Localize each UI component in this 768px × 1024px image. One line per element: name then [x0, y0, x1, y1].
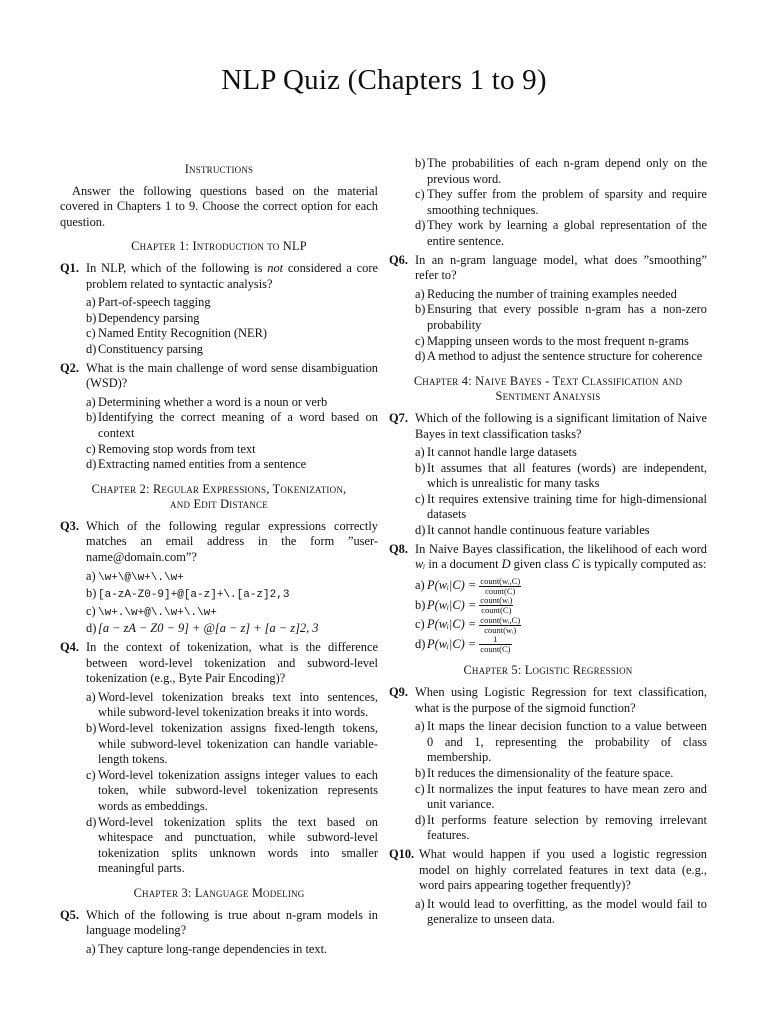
option-text: It maps the linear decision function to a value between 0 and 1, representing the probability of class membership.	[427, 719, 707, 765]
fraction-numerator: count(wᵢ,C)	[480, 575, 521, 586]
option-text: Identifying the correct meaning of a word based on context	[98, 410, 378, 440]
option-letter: d)	[86, 457, 97, 472]
option-text: Word-level tokenization splits the text based on whitespace and punctuation, while subword-level tokenization splits unknown words into smaller meaningful parts.	[98, 814, 378, 876]
option-item	[415, 461, 707, 492]
fraction-numerator: count(wᵢ,C)	[480, 614, 521, 625]
fraction	[479, 596, 513, 615]
option-letter: b)	[86, 410, 97, 425]
question-number: Q1.	[60, 260, 79, 275]
fraction	[479, 616, 521, 635]
option-letter: d)	[86, 814, 97, 829]
option-text: Mapping unseen words to the most frequent n-grams	[427, 333, 689, 348]
option-text: The probabilities of each n-gram depend only on the previous word.	[427, 156, 707, 186]
option-letter: c)	[86, 441, 96, 456]
question-number: Q4.	[60, 640, 79, 655]
option-item	[415, 445, 707, 461]
right-column	[389, 153, 707, 931]
option-item	[415, 813, 707, 844]
option-text: It reduces the dimensionality of the feature space.	[427, 766, 674, 781]
option-item	[86, 621, 378, 637]
option-text: A method to adjust the sentence structure for coherence	[427, 349, 703, 364]
option-letter: d)	[86, 341, 97, 356]
option-letter: b)	[86, 310, 97, 325]
option-letter: c)	[86, 603, 96, 618]
option-letter: a)	[415, 719, 425, 734]
options-q1	[60, 295, 378, 357]
question-text: in a document	[425, 557, 502, 572]
option-text: They suffer from the problem of sparsity and require smoothing techniques.	[427, 187, 707, 217]
question-text: In NLP, which of the following is	[86, 260, 268, 275]
option-letter: c)	[415, 187, 425, 202]
question-text: In Naive Bayes classification, the likelihood of each word	[415, 541, 707, 556]
option-text: Determining whether a word is a noun or verb	[98, 394, 328, 409]
question-text: Which of the following is a significant limitation of Naive Bayes in text classification tasks?	[415, 410, 707, 441]
question-q2	[60, 361, 378, 392]
option-text: Word-level tokenization assigns integer values to each token, while subword-level tokenization represents words as embeddings.	[98, 767, 378, 813]
math-variable: D	[501, 557, 511, 572]
option-letter: d)	[415, 218, 426, 233]
question-text: What is the main challenge of word sense disambiguation (WSD)?	[86, 360, 378, 391]
option-item	[415, 492, 707, 523]
question-emphasis: not	[267, 260, 284, 275]
question-number: Q3.	[60, 518, 79, 533]
question-text: Which of the following is true about n-gram models in language modeling?	[86, 907, 378, 938]
option-item	[415, 782, 707, 813]
option-text: Word-level tokenization breaks text into sentences, while subword-level tokenization breaks it into words.	[98, 689, 378, 720]
question-number: Q6.	[389, 252, 408, 267]
option-item	[86, 690, 378, 721]
question-text: When using Logistic Regression for text classification, what is the purpose of the sigmoid function?	[415, 685, 707, 715]
option-text: \w+.\w+@\.\w+\.\w+	[98, 606, 217, 619]
option-text: It assumes that all features (words) are independent, which is unrealistic for many tasks	[427, 460, 707, 491]
option-item	[415, 349, 707, 365]
question-q1	[60, 261, 378, 292]
options-q5-left	[60, 942, 378, 958]
question-number: Q9.	[389, 685, 408, 700]
options-q10	[389, 897, 707, 928]
options-q5-right	[389, 156, 707, 250]
math-variable: wᵢ	[415, 557, 426, 572]
option-item	[86, 721, 378, 768]
options-q9	[389, 719, 707, 844]
option-letter: a)	[86, 568, 96, 583]
formula-lhs: P(wᵢ|C) =	[427, 577, 477, 592]
option-item	[86, 442, 378, 458]
formula-lhs: P(wᵢ|C) =	[427, 617, 477, 632]
section-heading-line: and Edit Distance	[170, 497, 268, 512]
question-number: Q8.	[389, 541, 408, 556]
section-heading-line: Chapter 4: Naive Bayes - Text Classification and	[413, 373, 683, 388]
fraction	[479, 635, 511, 654]
question-number: Q10.	[389, 847, 415, 861]
option-text: It requires extensive training time for high-dimensional datasets	[427, 491, 707, 522]
option-text: Reducing the number of training examples needed	[427, 286, 677, 301]
option-item	[415, 897, 707, 928]
option-item	[415, 576, 707, 596]
option-item	[415, 523, 707, 539]
option-text: Ensuring that every possible n-gram has a non-zero probability	[427, 302, 707, 332]
option-text: They work by learning a global representation of the entire sentence.	[427, 218, 707, 248]
option-item	[415, 596, 707, 616]
options-q6	[389, 287, 707, 365]
option-text: Constituency parsing	[98, 341, 203, 356]
option-letter: d)	[415, 636, 426, 651]
option-text: Word-level tokenization assigns fixed-length tokens, while subword-level tokenization can handle variable-length tokens.	[98, 721, 378, 767]
option-item	[415, 302, 707, 333]
option-item	[415, 218, 707, 249]
option-item	[415, 187, 707, 218]
option-item	[86, 342, 378, 358]
option-item	[415, 156, 707, 187]
option-text: It normalizes the input features to have mean zero and unit variance.	[427, 781, 707, 812]
question-number: Q2.	[60, 360, 79, 375]
fraction-denominator: count(C)	[481, 605, 512, 616]
instructions-text: Answer the following questions based on the material covered in Chapters 1 to 9. Choose the correct option for each question.	[60, 183, 378, 229]
left-column	[60, 153, 378, 960]
options-q3	[60, 569, 378, 637]
option-text: [a-zA-Z0-9]+@[a-z]+\.[a-z]2,3	[98, 589, 290, 602]
option-text: It cannot handle continuous feature variables	[427, 523, 650, 538]
section-heading-ch3: Chapter 3: Language Modeling	[133, 885, 305, 900]
question-text: In an n-gram language model, what does ”smoothing” refer to?	[415, 252, 707, 283]
question-q9	[389, 685, 707, 716]
section-heading-ch2	[60, 482, 378, 513]
option-letter: b)	[86, 586, 97, 601]
option-item	[86, 815, 378, 877]
option-letter: b)	[415, 460, 426, 475]
formula-lhs: P(wᵢ|C) =	[427, 636, 477, 651]
option-text: Extracting named entities from a sentence	[98, 457, 307, 472]
option-text: [a − zA − Z0 − 9] + @[a − z] + [a − z]2, 3	[98, 621, 319, 636]
option-item	[86, 768, 378, 815]
question-q4	[60, 640, 378, 687]
option-item	[86, 326, 378, 342]
option-letter: c)	[415, 617, 425, 632]
option-item	[86, 569, 378, 587]
option-letter: a)	[86, 295, 96, 310]
option-letter: c)	[415, 491, 425, 506]
option-text: It performs feature selection by removing irrelevant features.	[427, 812, 707, 843]
option-text: Dependency parsing	[98, 310, 200, 325]
fraction-numerator: count(wᵢ)	[480, 595, 513, 606]
question-text: In the context of tokenization, what is the difference between word-level tokenization and subword-level tokenization (e.g., Byte Pair Encoding)?	[86, 640, 378, 686]
option-item	[415, 719, 707, 766]
fraction-denominator: count(wᵢ)	[484, 624, 517, 635]
question-q10	[389, 847, 707, 894]
option-letter: d)	[415, 349, 426, 364]
fraction-denominator: count(C)	[485, 585, 516, 596]
option-letter: a)	[86, 394, 96, 409]
fraction-numerator: 1	[479, 635, 511, 645]
section-heading-ch1: Chapter 1: Introduction to NLP	[131, 239, 307, 254]
option-letter: a)	[415, 577, 425, 592]
option-text: Named Entity Recognition (NER)	[98, 326, 267, 341]
question-q5	[60, 908, 378, 939]
option-item	[86, 410, 378, 441]
page-title: NLP Quiz (Chapters 1 to 9)	[221, 64, 547, 96]
fraction-denominator: count(C)	[480, 644, 511, 655]
section-heading-ch5: Chapter 5: Logistic Regression	[463, 663, 633, 678]
option-item	[86, 295, 378, 311]
option-text: It cannot handle large datasets	[427, 445, 577, 460]
fraction	[479, 577, 521, 596]
option-letter: c)	[415, 333, 425, 348]
instructions-heading: Instructions	[184, 162, 254, 176]
option-letter: b)	[415, 597, 426, 612]
option-item	[415, 287, 707, 303]
formula-lhs: P(wᵢ|C) =	[427, 597, 477, 612]
option-letter: c)	[86, 326, 96, 341]
question-text: given class	[510, 557, 572, 572]
option-item	[415, 334, 707, 350]
options-q2	[60, 395, 378, 473]
option-letter: d)	[415, 812, 426, 827]
option-letter: a)	[415, 286, 425, 301]
option-item	[415, 635, 707, 655]
options-q8	[389, 576, 707, 655]
option-text: Removing stop words from text	[98, 441, 256, 456]
option-letter: b)	[415, 302, 426, 317]
option-text: They capture long-range dependencies in text.	[98, 941, 328, 956]
question-number: Q5.	[60, 907, 79, 922]
option-text: Part-of-speech tagging	[98, 295, 211, 310]
options-q4	[60, 690, 378, 877]
section-heading-line: Sentiment Analysis	[495, 389, 601, 404]
question-text: considered a core problem related to syntactic analysis?	[86, 260, 378, 291]
option-item	[86, 942, 378, 958]
question-q7	[389, 411, 707, 442]
option-item	[86, 311, 378, 327]
option-item	[86, 586, 378, 604]
option-letter: a)	[86, 689, 96, 704]
question-q6	[389, 253, 707, 284]
option-letter: c)	[86, 767, 96, 782]
option-item	[415, 766, 707, 782]
option-letter: a)	[86, 941, 96, 956]
option-item	[86, 604, 378, 622]
section-heading-ch4	[389, 374, 707, 405]
option-item	[86, 457, 378, 473]
option-letter: a)	[415, 896, 425, 911]
question-text: Which of the following regular expressions correctly matches an email address in the form ”user-name@domain.com”?	[86, 518, 378, 565]
option-letter: b)	[415, 156, 426, 170]
option-letter: b)	[86, 721, 97, 735]
math-variable: C	[571, 557, 580, 572]
question-text: What would happen if you used a logistic regression model on highly correlated features in text data (e.g., word pairs appearing together frequently)?	[419, 847, 707, 893]
option-text: It would lead to overfitting, as the model would fail to generalize to unseen data.	[427, 896, 707, 927]
option-letter: a)	[415, 445, 425, 460]
option-item	[86, 395, 378, 411]
option-letter: c)	[415, 781, 425, 796]
options-q7	[389, 445, 707, 539]
section-heading-line: Chapter 2: Regular Expressions, Tokenization,	[91, 481, 347, 496]
option-text: \w+\@\w+\.\w+	[98, 571, 184, 584]
question-number: Q7.	[389, 410, 408, 425]
option-letter: d)	[86, 621, 97, 636]
option-letter: b)	[415, 766, 426, 781]
question-q3	[60, 519, 378, 566]
option-letter: d)	[415, 523, 426, 538]
question-q8	[389, 542, 707, 573]
question-text: is typically computed as:	[579, 557, 707, 572]
option-item	[415, 615, 707, 635]
